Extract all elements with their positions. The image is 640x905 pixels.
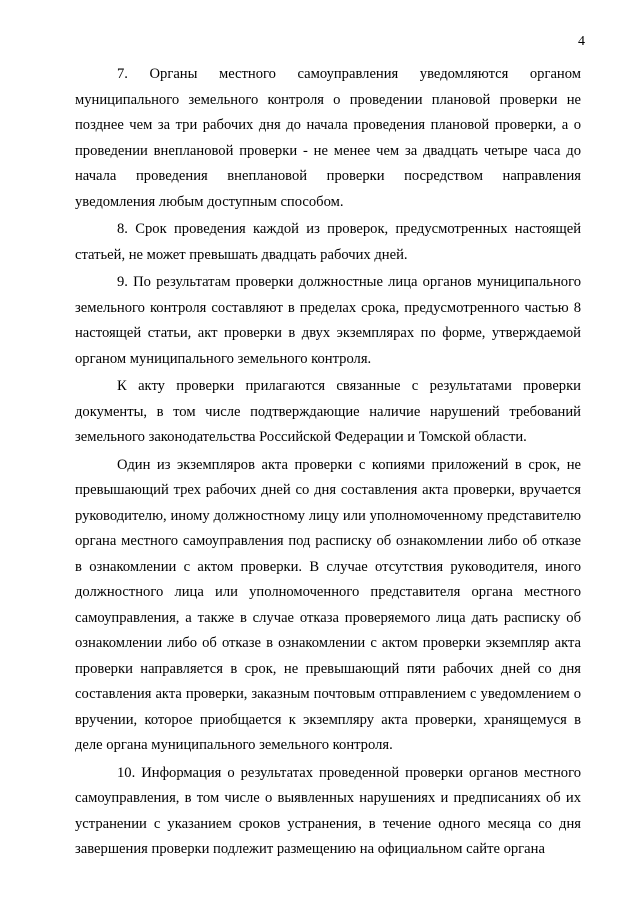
paragraph-10: 10. Информация о результатах проведенной проверки органов местного самоуправления, в том числе о выявленных нарушениях и предписаниях об их устранении с указанием сроков устранения, в течение одного месяца со дня завершения проверки подлежит размещению на официальном сайте органа (75, 764, 581, 857)
page-number: 4 (578, 34, 585, 49)
paragraph-8: 8. Срок проведения каждой из проверок, предусмотренных настоящей статьей, не может превышать двадцать рабочих дней. (75, 221, 581, 263)
paragraph-attachments: К акту проверки прилагаются связанные с результатами проверки документы, в том числе подтверждающие наличие нарушений требований земельного законодательства Российской Федерации и Томской области. (75, 378, 581, 445)
paragraph-copy-delivery: Один из экземпляров акта проверки с копиями приложений в срок, не превышающий трех рабочих дней со дня составления акта проверки, вручается руководителю, иному должностному лицу или уполномоченному представителю органа местного самоуправления под расписку об ознакомлении либо об отказе в ознакомлении с актом проверки. В случае отсутствия руководителя, иного должностного лица или уполномоченного представителя органа местного самоуправления, а также в случае отказа проверяемого лица дать расписку об ознакомлении либо об отказе в ознакомлении с актом проверки экземпляр акта проверки направляется в срок, не превышающий пяти рабочих дней со дня составления акта проверки, заказным почтовым отправлением с уведомлением о вручении, которое приобщается к экземпляру акта проверки, хранящемуся в деле органа муниципального земельного контроля. (75, 456, 581, 753)
document-body (75, 62, 581, 865)
paragraph-9: 9. По результатам проверки должностные лица органов муниципального земельного контроля составляют в пределах срока, предусмотренного частью 8 настоящей статьи, акт проверки в двух экземплярах по форме, утверждаемой органом муниципального земельного контроля. (75, 274, 581, 367)
paragraph-7: 7. Органы местного самоуправления уведомляются органом муниципального земельного контроля о проведении плановой проверки не позднее чем за три рабочих дня до начала проведения плановой проверки, а о проведении внеплановой проверки - не менее чем за двадцать четыре часа до начала проведения внеплановой проверки посредством направления уведомления любым доступным способом. (75, 66, 581, 210)
